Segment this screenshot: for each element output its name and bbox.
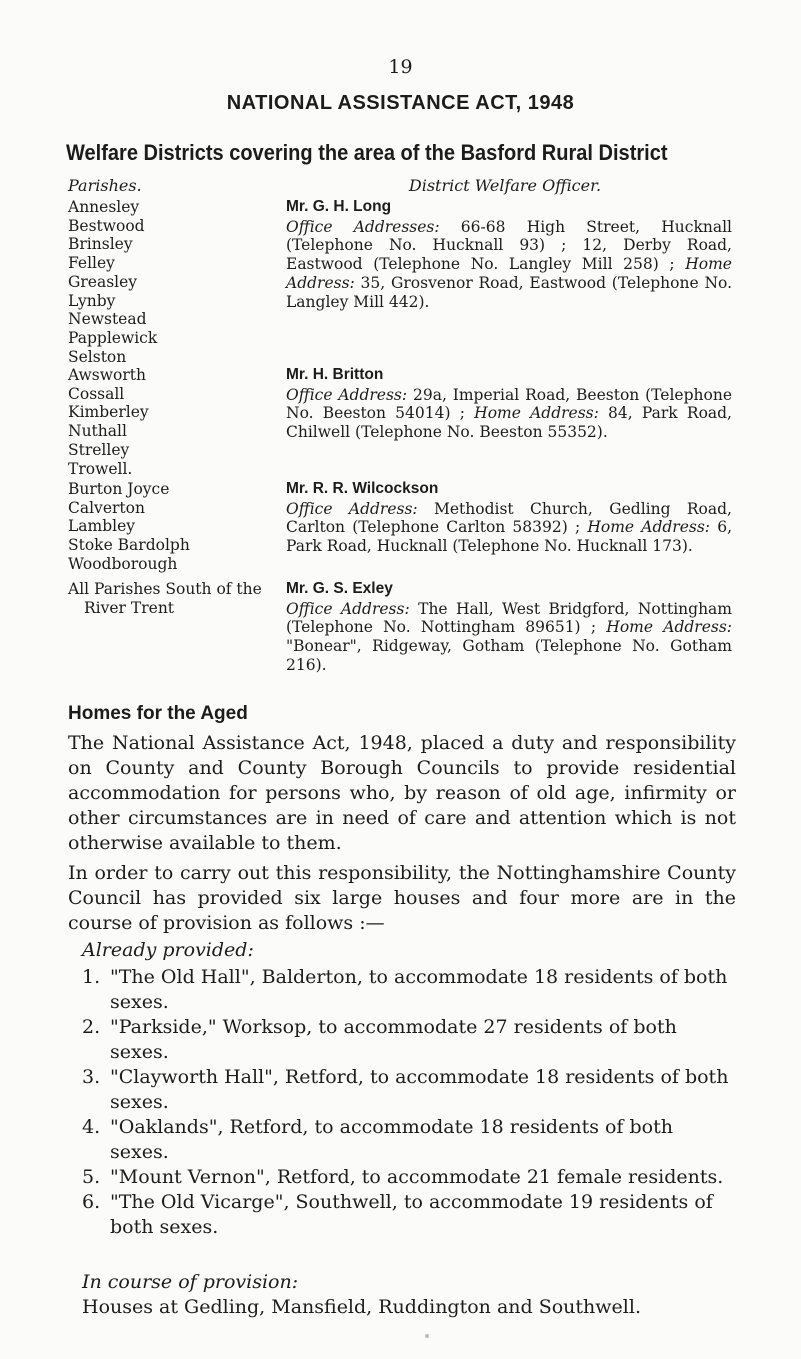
parish: Papplewick xyxy=(68,328,158,347)
item-number: 5. xyxy=(82,1166,101,1188)
officer-addresses xyxy=(286,600,732,675)
home-label: Home Address: xyxy=(606,618,732,637)
officer-entry xyxy=(286,580,732,675)
parish: Annesley xyxy=(68,198,140,216)
officer-heading: District Welfare Officer. xyxy=(408,176,602,195)
officer-addresses xyxy=(286,500,732,556)
item-text: "Clayworth Hall", Retford, to accommodate 18 residents of both sexes. xyxy=(110,1066,729,1113)
home-label: Home Address: xyxy=(286,255,732,292)
provided-heading: Already provided: xyxy=(82,939,254,961)
officer-addresses xyxy=(286,218,732,312)
item-number: 1. xyxy=(82,966,101,988)
office-label: Office Addresses: xyxy=(286,217,440,236)
parish: Stoke Bardolph xyxy=(68,536,190,555)
list-item xyxy=(82,1115,736,1165)
officer-name: Mr. R. R. Wilcockson xyxy=(286,480,439,497)
officer-entry xyxy=(286,366,732,442)
parish: Cossall xyxy=(68,384,125,403)
parish: Burton Joyce xyxy=(68,480,170,498)
section-title: Welfare Districts covering the area of the Basford Rural District xyxy=(66,140,668,165)
course-heading: In course of provision: xyxy=(82,1271,299,1293)
paragraph-1: The National Assistance Act, 1948, placed a duty and responsibility on County and County Borough Councils to provide residential accommodation for persons who, by reason of old age, infirmity or other circumstances are in need of care and attention which is not otherwise available to them. xyxy=(68,732,736,854)
page-number: 19 xyxy=(388,56,413,78)
print-dot xyxy=(425,1334,429,1338)
home-label: Home Address: xyxy=(587,518,711,537)
parishes-heading: Parishes. xyxy=(68,176,142,195)
list-item xyxy=(82,1165,736,1190)
home-address: "Bonear", Ridgeway, Gotham (Telephone No. Gotham 216). xyxy=(286,637,732,674)
item-text: "Parkside," Worksop, to accommodate 27 residents of both sexes. xyxy=(110,1016,677,1063)
parish-list xyxy=(68,580,262,617)
parish: Bestwood xyxy=(68,216,145,235)
parish: Lambley xyxy=(68,517,136,536)
item-number: 6. xyxy=(82,1191,101,1213)
item-text: "Oaklands", Retford, to accommodate 18 residents of both sexes. xyxy=(110,1116,673,1163)
parish-list xyxy=(68,480,190,574)
office-address: 29a, Imperial Road, Beeston (Telephone No. Beeston 54014) ; xyxy=(286,385,732,423)
home-address: 84, Park Road, Chilwell (Telephone No. Beeston 55352). xyxy=(286,404,732,442)
officer-name: Mr. G. S. Exley xyxy=(286,580,393,597)
paragraph-2: In order to carry out this responsibility, the Nottinghamshire County Council has provided six large houses and four more are in the course of provision as follows :— xyxy=(68,862,736,934)
item-text: "Mount Vernon", Retford, to accommodate 21 female residents. xyxy=(110,1166,724,1188)
list-item xyxy=(82,1015,736,1065)
list-item xyxy=(82,965,736,1015)
item-number: 2. xyxy=(82,1016,101,1038)
parish: Kimberley xyxy=(68,403,149,422)
office-address: 66-68 High Street, Hucknall (Telephone No. Hucknall 93) ; 12, Derby Road, Eastwood (Telephone No. Langley Mill 258) ; xyxy=(286,217,732,274)
parish: Awsworth xyxy=(68,366,146,384)
item-text: "The Old Hall", Balderton, to accommodate 18 residents of both sexes. xyxy=(110,966,728,1013)
home-address: 35, Grosvenor Road, Eastwood (Telephone No. Langley Mill 442). xyxy=(286,273,732,311)
parish: River Trent xyxy=(84,598,175,617)
parish: All Parishes South of the xyxy=(68,580,262,598)
parish: Selston xyxy=(68,347,127,366)
officer-name: Mr. G. H. Long xyxy=(286,198,392,215)
office-address: Methodist Church, Gedling Road, Carlton (Telephone Carlton 58392) ; xyxy=(286,499,732,537)
office-label: Office Address: xyxy=(286,599,410,618)
office-label: Office Address: xyxy=(286,385,408,404)
officer-entry xyxy=(286,198,732,311)
page-title: NATIONAL ASSISTANCE ACT, 1948 xyxy=(226,92,575,114)
parish: Calverton xyxy=(68,498,145,517)
parish: Felley xyxy=(68,254,115,273)
list-item xyxy=(82,1190,736,1240)
parish: Trowell. xyxy=(68,459,133,478)
parish: Strelley xyxy=(68,440,130,459)
parish-list xyxy=(68,198,157,366)
parish: Greasley xyxy=(68,272,138,291)
item-number: 3. xyxy=(82,1066,101,1088)
officer-entry xyxy=(286,480,732,556)
item-number: 4. xyxy=(82,1116,101,1138)
office-label: Office Address: xyxy=(286,499,418,518)
parish: Newstead xyxy=(68,310,147,329)
parish: Nuthall xyxy=(68,422,127,441)
item-text: "The Old Vicarge", Southwell, to accommodate 19 residents of both sexes. xyxy=(110,1191,713,1238)
office-address: The Hall, West Bridgford, Nottingham (Telephone No. Nottingham 89651) ; xyxy=(286,599,732,637)
parish-list xyxy=(68,366,149,478)
parish: Woodborough xyxy=(68,554,178,573)
list-item xyxy=(82,1065,736,1115)
parish: Lynby xyxy=(68,291,116,310)
course-text: Houses at Gedling, Mansfield, Ruddington and Southwell. xyxy=(82,1296,641,1318)
parish: Brinsley xyxy=(68,235,133,254)
home-label: Home Address: xyxy=(474,404,599,423)
homes-heading: Homes for the Aged xyxy=(68,703,248,724)
home-address: 6, Park Road, Hucknall (Telephone No. Hucknall 173). xyxy=(286,518,732,556)
provided-list xyxy=(82,965,736,1240)
officer-addresses xyxy=(286,386,732,442)
officer-name: Mr. H. Britton xyxy=(286,366,384,383)
